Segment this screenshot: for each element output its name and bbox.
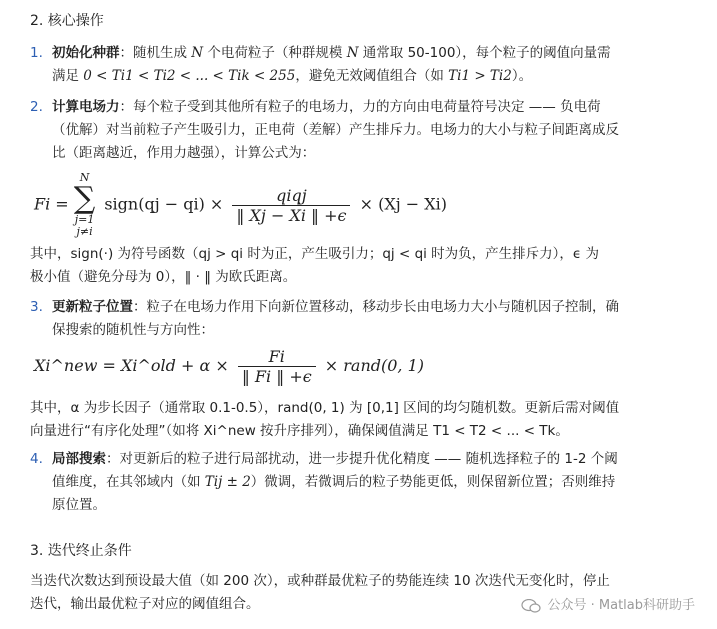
item-heading: 计算电场力 bbox=[52, 99, 120, 115]
sum-lower: j=1 bbox=[74, 213, 95, 226]
list-item-4 bbox=[30, 448, 690, 517]
item-heading: 局部搜索 bbox=[52, 451, 106, 467]
item-text: ：每个粒子受到其他所有粒子的电场力，力的方向由电荷量符号决定 —— 负电荷 bbox=[119, 99, 601, 115]
eq-fraction bbox=[232, 186, 350, 225]
item-text: ）微调，若微调后的粒子势能更低，则保留新位置；否则维持 bbox=[250, 474, 616, 490]
watermark bbox=[521, 594, 695, 613]
item-text: ：随机生成 bbox=[119, 45, 192, 61]
sum-upper: N bbox=[79, 171, 90, 184]
fraction-numerator: qiqj bbox=[232, 186, 350, 206]
eq-tail: × (Xj − Xi) bbox=[359, 194, 447, 214]
item-text: ：对更新后的粒子进行局部扰动，进一步提升优化精度 —— 随机选择粒子的 1-2 个阈 bbox=[106, 451, 618, 467]
note-line: 极小值（避免分母为 0），‖ · ‖ 为欧氏距离。 bbox=[30, 269, 297, 285]
list-item-2 bbox=[30, 96, 690, 165]
item-number: 4. bbox=[30, 451, 43, 467]
paragraph-line: 迭代，输出最优粒子对应的阈值组合。 bbox=[30, 596, 260, 612]
item-text: ：粒子在电场力作用下向新位置移动，移动步长由电场力大小与随机因子控制，确 bbox=[133, 299, 619, 315]
eq-fraction bbox=[238, 347, 316, 386]
math-condition: Tij ± 2 bbox=[204, 474, 251, 490]
eq-tail: × rand(0, 1) bbox=[324, 356, 425, 375]
item-number: 2. bbox=[30, 99, 43, 115]
item-text: ，避免无效阈值组合（如 bbox=[295, 68, 449, 84]
list-item-3 bbox=[30, 296, 690, 342]
eq-lhs: Xi^new = Xi^old + α × bbox=[34, 356, 229, 375]
math-N: N bbox=[346, 45, 359, 61]
item-text: 通常取 50-100），每个粒子的阈值向量需 bbox=[358, 45, 611, 61]
item-number: 3. bbox=[30, 299, 43, 315]
note-2 bbox=[30, 397, 695, 443]
sum-lower: j≠i bbox=[76, 225, 93, 238]
item-text: 个电荷粒子（种群规模 bbox=[203, 45, 347, 61]
fraction-denominator: ‖ Xj − Xi ‖ +ϵ bbox=[236, 205, 347, 225]
summation-symbol: N ∑ j=1 j≠i bbox=[73, 171, 96, 238]
item-text: ）。 bbox=[511, 68, 533, 84]
note-line: 向量进行“有序化处理”（如将 Xi^new 按升序排列），确保阈值满足 T1 < T2 < ... < Tk。 bbox=[30, 423, 569, 439]
item-text: 比（距离越近，作用力越强），计算公式为： bbox=[52, 145, 316, 161]
note-line: 其中，sign(·) 为符号函数（qj > qi 时为正，产生吸引力；qj < qi 时为负，产生排斥力），ϵ 为 bbox=[30, 246, 600, 262]
item-heading: 初始化种群 bbox=[52, 45, 120, 61]
section-3-title: 3. 迭代终止条件 bbox=[30, 543, 132, 559]
eq-sign-term: sign(qj − qi) × bbox=[104, 194, 224, 214]
eq-lhs: Fi = bbox=[34, 194, 69, 214]
paragraph-line: 当迭代次数达到预设最大值（如 200 次），或种群最优粒子的势能连续 10 次迭代无变化时，停止 bbox=[30, 573, 610, 589]
item-text: 满足 bbox=[52, 68, 84, 84]
watermark-text: 公众号 · Matlab科研助手 bbox=[547, 598, 695, 613]
math-condition: Ti1 > Ti2 bbox=[448, 68, 512, 84]
force-equation bbox=[34, 172, 447, 238]
item-number: 1. bbox=[30, 45, 43, 61]
math-N: N bbox=[191, 45, 204, 61]
item-heading: 更新粒子位置 bbox=[52, 299, 133, 315]
position-update-equation bbox=[34, 347, 424, 386]
fraction-numerator: Fi bbox=[238, 347, 316, 367]
wechat-icon bbox=[521, 599, 541, 613]
note-line: 其中，α 为步长因子（通常取 0.1-0.5），rand(0, 1) 为 [0,1] 区间的均匀随机数。更新后需对阈值 bbox=[30, 400, 620, 416]
item-text: 值维度，在其邻域内（如 bbox=[52, 474, 205, 490]
item-text: 保搜索的随机性与方向性： bbox=[52, 322, 214, 338]
item-text: 原位置。 bbox=[52, 497, 106, 513]
fraction-denominator: ‖ Fi ‖ +ϵ bbox=[241, 367, 312, 386]
list-item-1 bbox=[30, 42, 690, 88]
section-2-title: 2. 核心操作 bbox=[30, 13, 104, 29]
note-1 bbox=[30, 243, 695, 289]
math-condition: 0 < Ti1 < Ti2 < ... < Tik < 255 bbox=[83, 68, 296, 84]
item-text: （优解）对当前粒子产生吸引力，正电荷（差解）产生排斥力。电场力的大小与粒子间距离成反 bbox=[52, 122, 619, 138]
